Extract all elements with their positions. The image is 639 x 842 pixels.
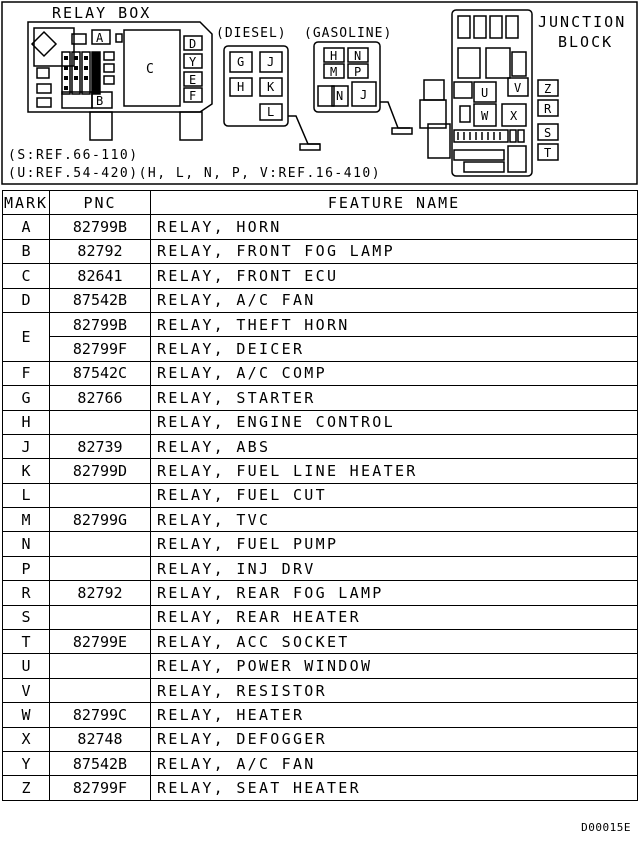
header-feature-name: FEATURE NAME <box>151 191 638 215</box>
feature-cell: RELAY, A/C FAN <box>151 751 638 775</box>
pnc-cell: 82799B <box>50 312 151 336</box>
mark-cell: T <box>3 630 50 654</box>
feature-cell: RELAY, FUEL LINE HEATER <box>151 459 638 483</box>
table-row <box>3 630 638 654</box>
slot-label-r: R <box>544 102 552 116</box>
feature-cell: RELAY, DEICER <box>151 337 638 361</box>
mark-cell: R <box>3 581 50 605</box>
table-row <box>3 361 638 385</box>
feature-cell: RELAY, DEFOGGER <box>151 727 638 751</box>
pnc-cell <box>50 483 151 507</box>
pnc-cell: 82799F <box>50 337 151 361</box>
feature-cell: RELAY, REAR HEATER <box>151 605 638 629</box>
header-pnc: PNC <box>50 191 151 215</box>
slot-label-y: Y <box>189 55 197 69</box>
slot-label-h-gas: H <box>330 49 338 63</box>
pnc-cell <box>50 556 151 580</box>
slot-label-v: V <box>514 81 522 95</box>
pnc-cell <box>50 605 151 629</box>
pnc-cell: 82799G <box>50 508 151 532</box>
mark-cell: F <box>3 361 50 385</box>
pnc-cell: 82748 <box>50 727 151 751</box>
slot-label-x: X <box>510 109 518 123</box>
mark-cell: E <box>3 312 50 361</box>
slot-label-e: E <box>189 73 197 87</box>
junction-title-2: BLOCK <box>558 33 614 51</box>
feature-cell: RELAY, ENGINE CONTROL <box>151 410 638 434</box>
mark-cell: L <box>3 483 50 507</box>
pnc-cell: 82641 <box>50 264 151 288</box>
pnc-cell <box>50 654 151 678</box>
feature-cell: RELAY, STARTER <box>151 386 638 410</box>
mark-cell: S <box>3 605 50 629</box>
table-row <box>3 605 638 629</box>
slot-label-l: L <box>267 105 275 119</box>
feature-cell: RELAY, FRONT FOG LAMP <box>151 239 638 263</box>
table-row <box>3 434 638 458</box>
slot-label-n: N <box>354 49 362 63</box>
pnc-cell: 82799B <box>50 215 151 239</box>
pnc-cell: 82799E <box>50 630 151 654</box>
mark-cell: C <box>3 264 50 288</box>
pnc-cell: 82799F <box>50 776 151 800</box>
mark-cell: U <box>3 654 50 678</box>
table-row <box>3 556 638 580</box>
table-row <box>3 581 638 605</box>
slot-label-j-gas: J <box>360 88 368 102</box>
pnc-cell: 82799C <box>50 703 151 727</box>
mark-cell: W <box>3 703 50 727</box>
feature-cell: RELAY, ACC SOCKET <box>151 630 638 654</box>
relay-parts-table <box>2 190 638 801</box>
relay-layout-diagram <box>0 0 639 186</box>
table-row <box>3 337 638 361</box>
slot-label-j: J <box>267 55 275 69</box>
table-row <box>3 239 638 263</box>
feature-cell: RELAY, A/C COMP <box>151 361 638 385</box>
table-row <box>3 459 638 483</box>
mark-cell: X <box>3 727 50 751</box>
slot-label-z: Z <box>544 82 552 96</box>
slot-label-c: C <box>146 62 155 77</box>
reference-line-2: (U:REF.54-420)(H, L, N, P, V:REF.16-410) <box>8 166 382 181</box>
mark-cell: H <box>3 410 50 434</box>
slot-label-w: W <box>481 109 489 123</box>
feature-cell: RELAY, FUEL CUT <box>151 483 638 507</box>
slot-label-h: H <box>237 80 245 94</box>
slot-label-a: A <box>96 31 104 45</box>
feature-cell: RELAY, HORN <box>151 215 638 239</box>
feature-cell: RELAY, A/C FAN <box>151 288 638 312</box>
table-header-row <box>3 191 638 215</box>
feature-cell: RELAY, FRONT ECU <box>151 264 638 288</box>
pnc-cell: 87542C <box>50 361 151 385</box>
feature-cell: RELAY, RESISTOR <box>151 678 638 702</box>
slot-label-n-gas: N <box>336 89 344 103</box>
slot-label-u: U <box>481 86 489 100</box>
mark-cell: P <box>3 556 50 580</box>
header-mark: MARK <box>3 191 50 215</box>
table-row <box>3 654 638 678</box>
mark-cell: M <box>3 508 50 532</box>
pnc-cell <box>50 678 151 702</box>
feature-cell: RELAY, ABS <box>151 434 638 458</box>
relay-box-diamond <box>32 32 56 56</box>
pnc-cell: 87542B <box>50 751 151 775</box>
mark-cell: J <box>3 434 50 458</box>
feature-cell: RELAY, HEATER <box>151 703 638 727</box>
table-row <box>3 483 638 507</box>
feature-cell: RELAY, INJ DRV <box>151 556 638 580</box>
table-row <box>3 410 638 434</box>
table-row <box>3 678 638 702</box>
pnc-cell: 82739 <box>50 434 151 458</box>
pnc-cell: 82766 <box>50 386 151 410</box>
feature-cell: RELAY, POWER WINDOW <box>151 654 638 678</box>
mark-cell: D <box>3 288 50 312</box>
table-row <box>3 703 638 727</box>
slot-label-k: K <box>267 80 275 94</box>
table-row <box>3 288 638 312</box>
mark-cell: B <box>3 239 50 263</box>
gasoline-label: (GASOLINE) <box>304 26 393 41</box>
pnc-cell <box>50 410 151 434</box>
feature-cell: RELAY, SEAT HEATER <box>151 776 638 800</box>
feature-cell: RELAY, TVC <box>151 508 638 532</box>
slot-label-f: F <box>189 89 197 103</box>
mark-cell: N <box>3 532 50 556</box>
mark-cell: V <box>3 678 50 702</box>
mark-cell: Z <box>3 776 50 800</box>
slot-label-b: B <box>96 94 104 108</box>
table-row <box>3 751 638 775</box>
feature-cell: RELAY, FUEL PUMP <box>151 532 638 556</box>
figure-id: D00015E <box>581 821 631 834</box>
mark-cell: A <box>3 215 50 239</box>
diesel-box-outline <box>224 46 288 126</box>
reference-line-1: (S:REF.66-110) <box>8 148 139 163</box>
slot-label-d: D <box>189 37 197 51</box>
pnc-cell: 82792 <box>50 239 151 263</box>
table-row <box>3 776 638 800</box>
mark-cell: K <box>3 459 50 483</box>
feature-cell: RELAY, REAR FOG LAMP <box>151 581 638 605</box>
table-row <box>3 727 638 751</box>
table-row <box>3 215 638 239</box>
mark-cell: Y <box>3 751 50 775</box>
pnc-cell: 82799D <box>50 459 151 483</box>
pnc-cell: 87542B <box>50 288 151 312</box>
table-row <box>3 312 638 336</box>
junction-title-1: JUNCTION <box>538 13 627 31</box>
slot-label-p: P <box>354 65 362 79</box>
slot-label-m: M <box>330 65 338 79</box>
slot-label-g: G <box>237 55 245 69</box>
table-row <box>3 264 638 288</box>
pnc-cell: 82792 <box>50 581 151 605</box>
table-row <box>3 508 638 532</box>
relay-box-title: RELAY BOX <box>52 4 152 22</box>
diesel-label: (DIESEL) <box>216 26 287 41</box>
pnc-cell <box>50 532 151 556</box>
slot-label-s: S <box>544 126 552 140</box>
slot-label-t: T <box>544 146 552 160</box>
mark-cell: G <box>3 386 50 410</box>
feature-cell: RELAY, THEFT HORN <box>151 312 638 336</box>
table-row <box>3 386 638 410</box>
table-row <box>3 532 638 556</box>
